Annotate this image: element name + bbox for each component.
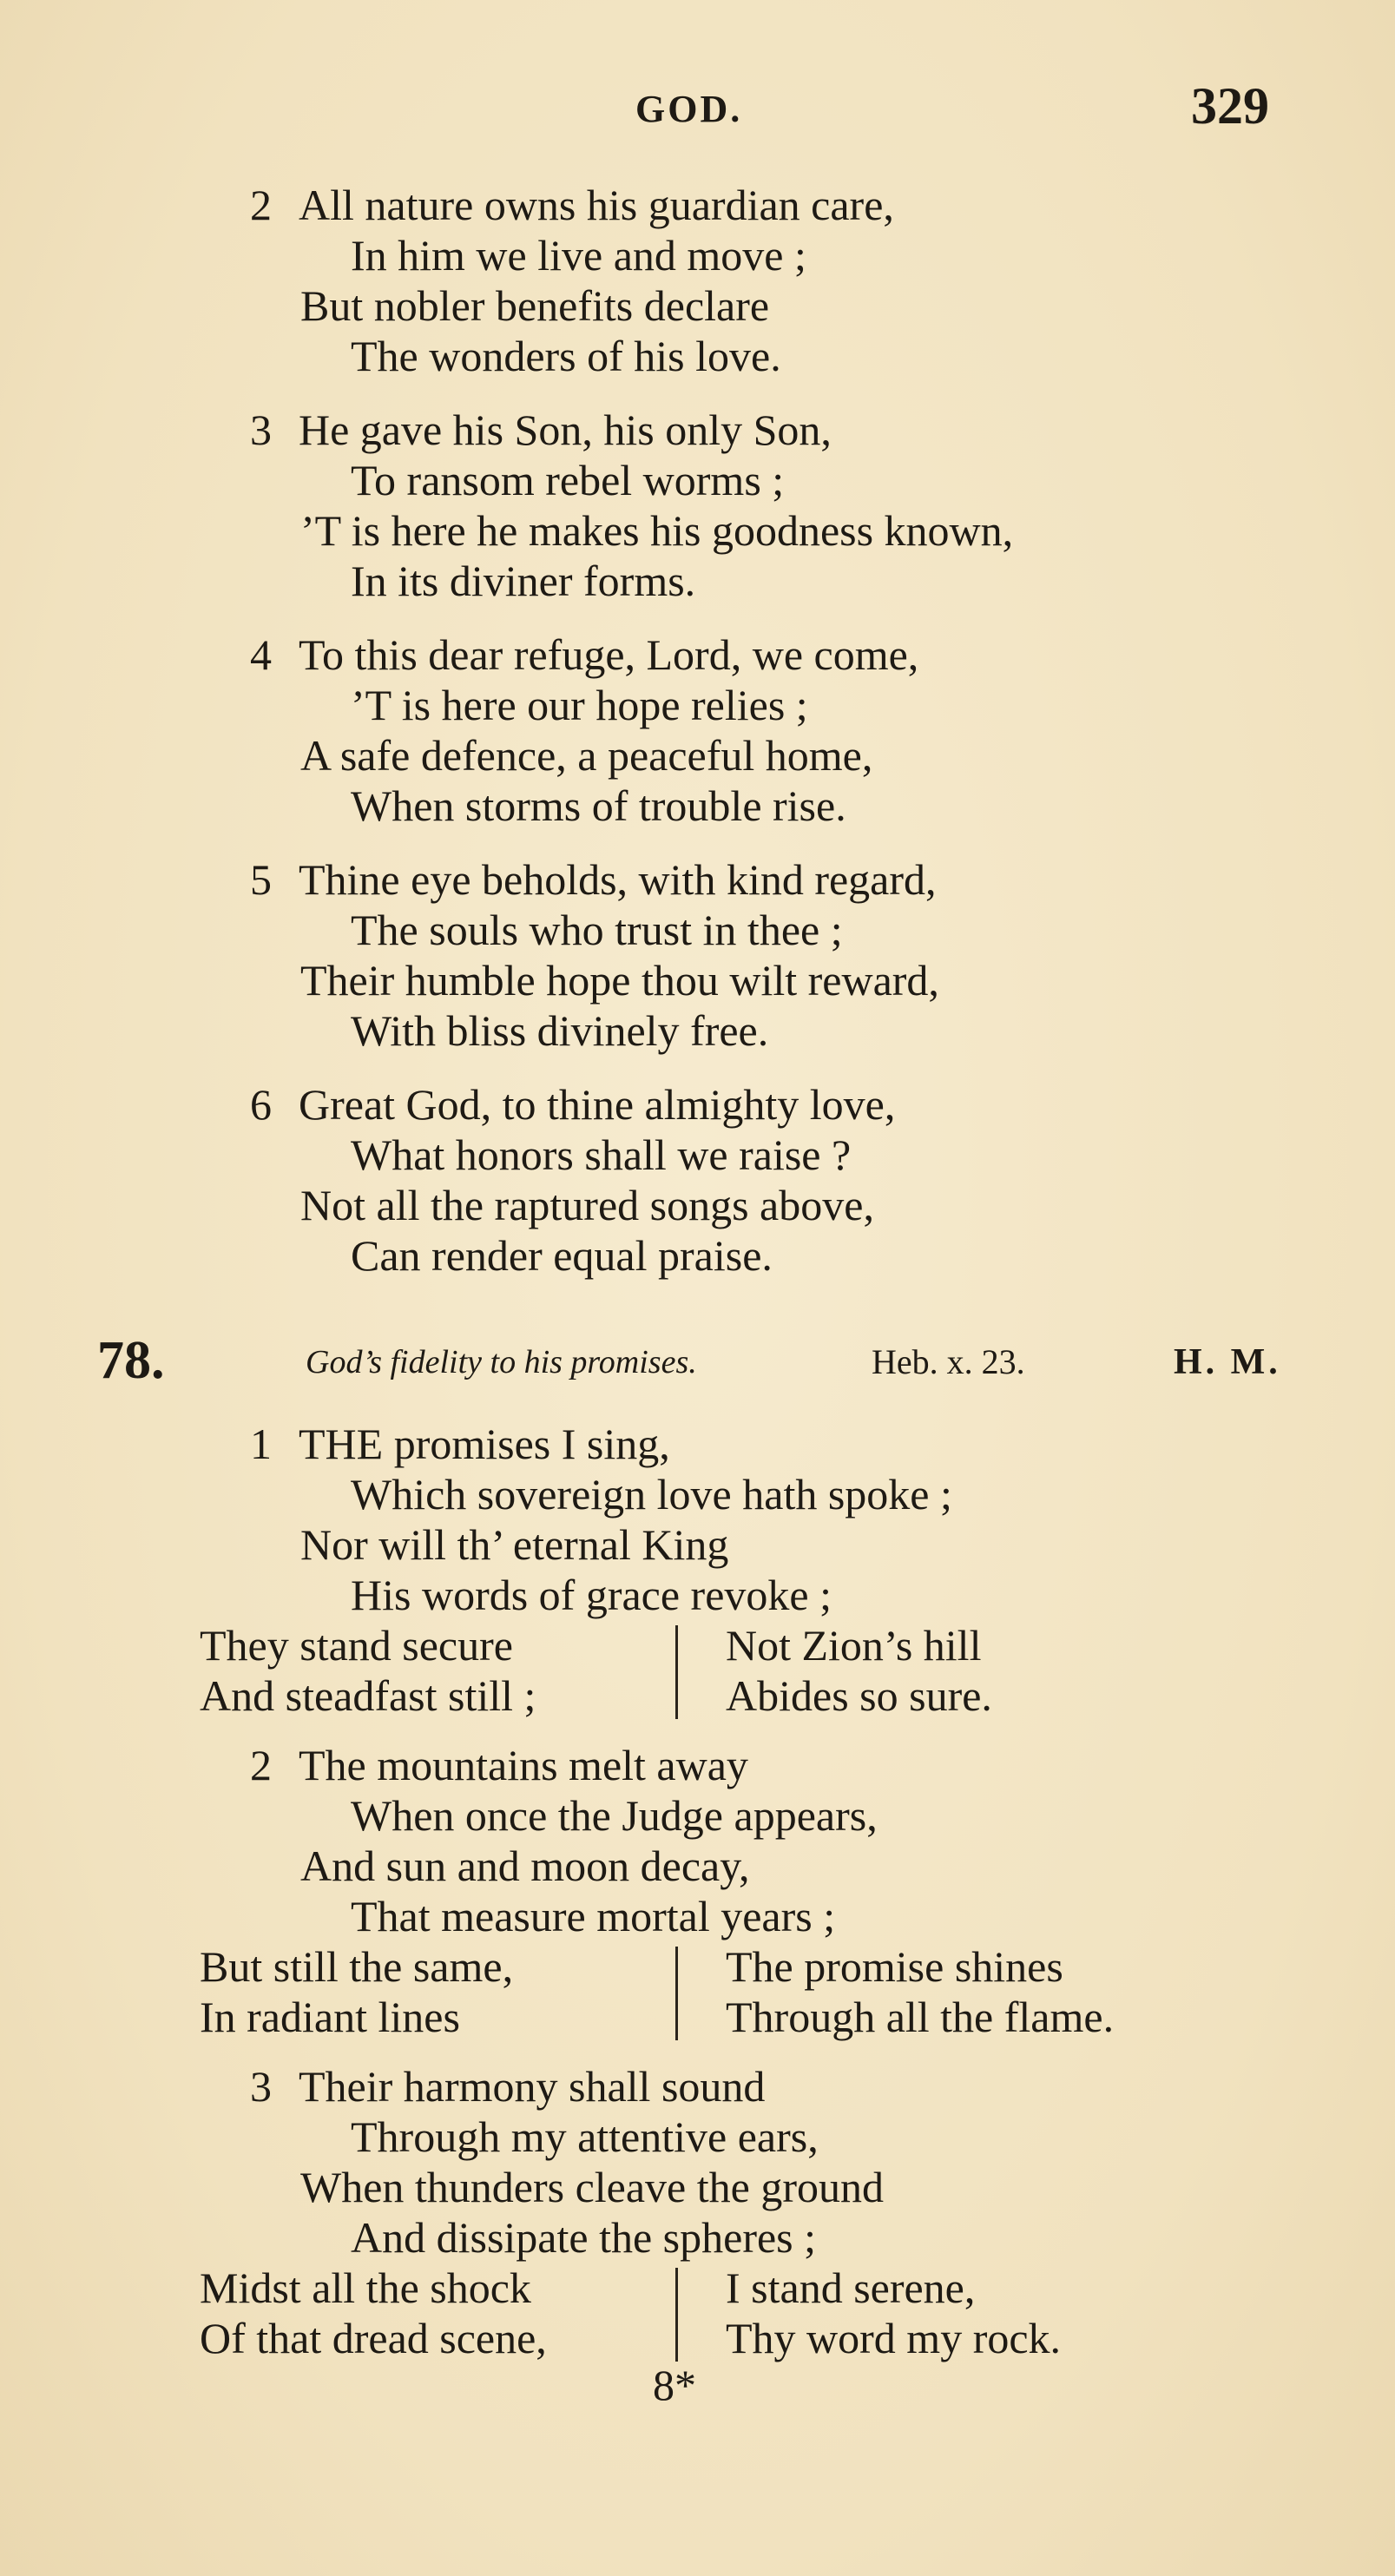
stanza-line: 3 Their harmony shall sound <box>250 2062 766 2111</box>
stanza-line: Their humble hope thou wilt reward, <box>300 956 939 1005</box>
stanza-line: ’T is here our hope relies ; <box>351 681 808 729</box>
refrain-right-line: The promise shines <box>726 1942 1063 1991</box>
scripture-reference: Heb. x. 23. <box>872 1342 1025 1381</box>
refrain-right-line: Abides so sure. <box>726 1671 992 1720</box>
stanza-line: ’T is here he makes his goodness known, <box>300 506 1014 555</box>
stanza-number: 3 <box>250 405 272 454</box>
refrain-left-line: Midst all the shock <box>200 2263 531 2312</box>
stanza-line: 5 Thine eye beholds, with kind regard, <box>250 855 937 904</box>
refrain-right-line: Thy word my rock. <box>726 2314 1062 2362</box>
stanza-line: 2 The mountains melt away <box>250 1741 748 1789</box>
refrain-left-line: Of that dread scene, <box>200 2314 547 2362</box>
stanza-number: 2 <box>250 181 272 229</box>
hymn-subject: God’s fidelity to his promises. <box>306 1344 697 1380</box>
hymn-meter: H. M. <box>1174 1342 1281 1382</box>
stanza-line: In him we live and move ; <box>351 231 806 280</box>
refrain-right-line: Through all the flame. <box>726 1993 1115 2041</box>
hymn-number: 78. <box>97 1331 165 1390</box>
stanza-line: But nobler benefits declare <box>300 281 770 330</box>
page-number: 329 <box>1191 77 1269 135</box>
stanza-line: 2 All nature owns his guardian care, <box>250 181 894 229</box>
stanza-number: 1 <box>250 1420 272 1468</box>
stanza-line: When once the Judge appears, <box>351 1791 878 1840</box>
stanza-line: 4 To this dear refuge, Lord, we come, <box>250 630 919 679</box>
stanza-line: A safe defence, a peaceful home, <box>300 731 873 780</box>
stanza-number: 4 <box>250 630 272 679</box>
stanza-line: When thunders cleave the ground <box>300 2163 884 2211</box>
refrain-divider <box>675 1947 678 2040</box>
stanza-number: 3 <box>250 2062 272 2111</box>
stanza-line: To ransom rebel worms ; <box>351 456 785 504</box>
signature-mark: 8* <box>653 2361 696 2409</box>
running-head: GOD. <box>635 88 743 130</box>
refrain-divider <box>675 2268 678 2362</box>
stanza-line: 6 Great God, to thine almighty love, <box>250 1080 896 1129</box>
stanza-line: And sun and moon decay, <box>300 1841 750 1890</box>
stanza-number: 6 <box>250 1080 272 1129</box>
stanza-line: The souls who trust in thee ; <box>351 906 843 954</box>
stanza-line: Can render equal praise. <box>351 1231 773 1280</box>
stanza-line: Through my attentive ears, <box>351 2112 819 2161</box>
refrain-left-line: In radiant lines <box>200 1993 460 2041</box>
stanza-line: And dissipate the spheres ; <box>351 2213 817 2262</box>
stanza-number: 2 <box>250 1741 272 1789</box>
refrain-right-line: Not Zion’s hill <box>726 1621 982 1670</box>
stanza-line: 1 THE promises I sing, <box>250 1420 670 1468</box>
stanza-line: His words of grace revoke ; <box>351 1571 832 1619</box>
stanza-line: That measure mortal years ; <box>351 1892 836 1940</box>
stanza-number: 5 <box>250 855 272 904</box>
stanza-line: Nor will th’ eternal King <box>300 1520 729 1569</box>
stanza-line: With bliss divinely free. <box>351 1006 769 1055</box>
stanza-line: What honors shall we raise ? <box>351 1130 852 1179</box>
refrain-left-line: They stand secure <box>200 1621 513 1670</box>
refrain-left-line: But still the same, <box>200 1942 514 1991</box>
refrain-left-line: And steadfast still ; <box>200 1671 536 1720</box>
stanza-line: The wonders of his love. <box>351 332 781 380</box>
stanza-line: In its diviner forms. <box>351 557 696 605</box>
stanza-line: When storms of trouble rise. <box>351 781 846 830</box>
stanza-line: 3 He gave his Son, his only Son, <box>250 405 832 454</box>
refrain-divider <box>675 1625 678 1719</box>
stanza-line: Not all the raptured songs above, <box>300 1181 874 1229</box>
stanza-line: Which sovereign love hath spoke ; <box>351 1470 952 1519</box>
refrain-right-line: I stand serene, <box>726 2263 976 2312</box>
